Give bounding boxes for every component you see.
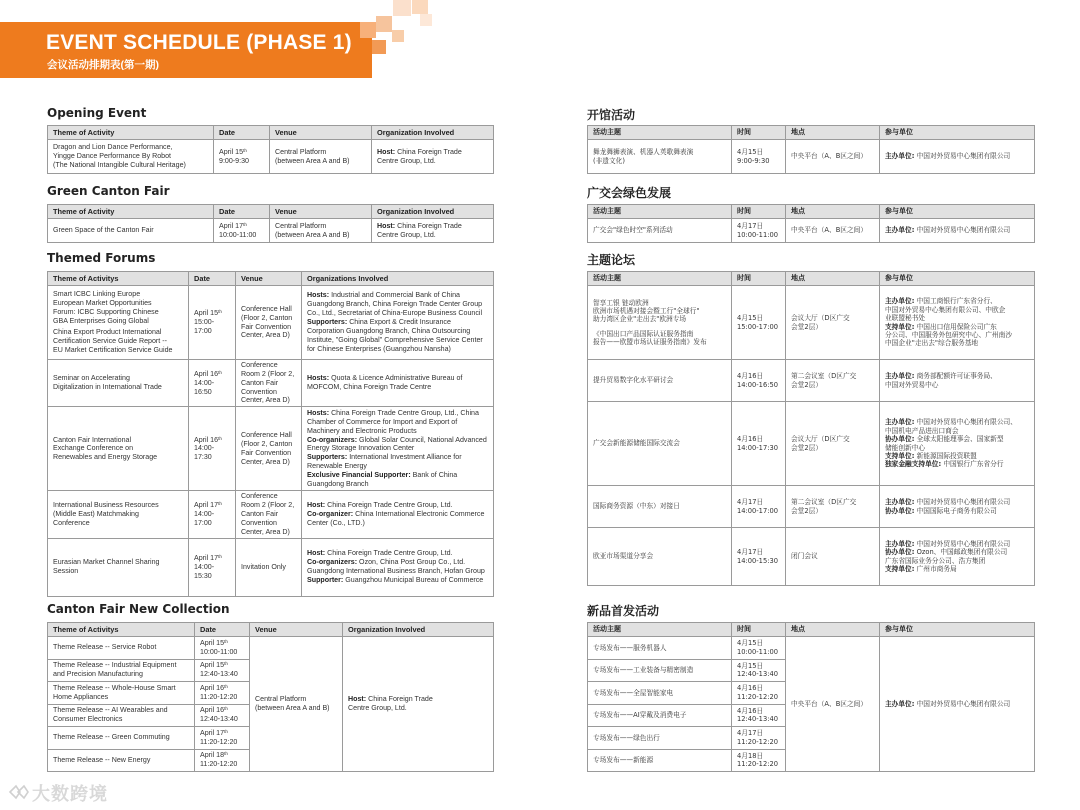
col-header: Date [214,126,270,140]
table-row [588,360,1035,402]
venue-cell: 中央平台（A、B区之间） [786,219,880,243]
table-row [48,637,494,660]
theme-cell: Theme Release -- Whole-House Smart Home Appliances [48,682,195,705]
theme-cell: Theme Release -- Service Robot [48,637,195,660]
table-row [588,140,1035,174]
venue-cell: 第二会议室（D区广交 会堂2层） [786,486,880,528]
date-cell: 4月16日 14:00-17:30 [732,402,786,486]
org-cell: 主办单位: 中国对外贸易中心集团有限公司、 中国机电产品进出口商会 协办单位: 全球太阳能理事会、国家新型 储能创新中心 支持单位: 新能源国际投资联盟 独家金融支持单位: 中国银行广东省分行 [880,402,1035,486]
theme-cell: 专场发布——AI穿戴及消费电子 [588,704,732,727]
date-cell: 4月16日 11:20-12:20 [732,682,786,705]
theme-cell: Theme Release -- New Energy [48,749,195,772]
decor-square [392,30,404,42]
date-cell: April 17th 10:00-11:00 [214,219,270,243]
section-title-opening-zh: 开馆活动 [587,108,636,122]
section-title-opening: Opening Event [47,106,147,120]
table-row [48,407,494,491]
table-row [588,219,1035,243]
date-cell: April 17th 14:00-15:30 [189,538,236,596]
org-cell: Host: China Foreign Trade Centre Group, Ltd. Co-organizers: Ozon, China Post Group Co., Ltd. Guangdong International Business Branch, Hofan Group Supporter: Guangzhou Municipal Bureau of Commerce [302,538,494,596]
section-title-forums: Themed Forums [47,251,156,265]
venue-cell: Invitation Only [236,538,302,596]
theme-cell: Smart ICBC Linking Europe European Market Opportunities Forum: ICBC Supporting Chinese GBA Enterprises Going Global China Export Product International Certification Service Guide Report -- EU Market Certification Service Guide [48,286,189,360]
decor-square [412,0,428,14]
col-header: 时间 [732,272,786,286]
venue-cell: Central Platform (between Area A and B) [270,140,372,174]
theme-cell: Dragon and Lion Dance Performance, Yingge Dance Performance By Robot (The National Intangible Cultural Heritage) [48,140,214,174]
org-cell: 主办单位: 商务部配额许可证事务局、 中国对外贸易中心 [880,360,1035,402]
theme-cell: 欧亚市场渠道分享会 [588,528,732,586]
org-cell: Hosts: Industrial and Commercial Bank of China Guangdong Branch, China Foreign Trade Center Group Co., Ltd., Secretariat of China-Europe Business Council Supporters: China Export & Credit Insurance Corporation Guangdong Branch, China Outsourcing Institute, "Going Global" Comprehensive Service Center for Chinese Enterprises (Guangzhou Nansha) [302,286,494,360]
venue-cell: Central Platform (between Area A and B) [270,219,372,243]
date-cell: 4月17日 11:20-12:20 [732,727,786,750]
table-row [48,538,494,596]
date-cell: April 15th 10:00-11:00 [195,637,250,660]
date-cell: 4月17日 14:00-17:00 [732,486,786,528]
date-cell: April 15th 12:40-13:40 [195,659,250,682]
date-cell: 4月18日 11:20-12:20 [732,749,786,772]
col-header: Theme of Activity [48,126,214,140]
venue-cell: Conference Room 2 (Floor 2, Canton Fair Convention Center, Area D) [236,491,302,538]
col-header: Theme of Activitys [48,272,189,286]
col-header: Venue [270,205,372,219]
opening-table-zh [587,125,1035,174]
table-row [588,486,1035,528]
theme-cell: 专场发布——全屋智能家电 [588,682,732,705]
table-header-row [48,623,494,637]
col-header: 活动主题 [588,272,732,286]
venue-cell: 中央平台（A、B区之间） [786,637,880,772]
watermark-text: 大数跨境 [32,784,108,805]
table-row [48,491,494,538]
table-row [48,140,494,174]
col-header: 时间 [732,205,786,219]
theme-cell: 智享工银 链动欧洲 欧洲市场机遇对接会暨工行"全球行" 助力湾区企业"走出去"欧洲专场 《中国出口产品国际认证服务指南 报告——欧盟市场认证服务指南》发布 [588,286,732,360]
venue-cell: Conference Hall (Floor 2, Canton Fair Convention Center, Area D) [236,407,302,491]
forums-table [47,271,494,597]
table-row [588,286,1035,360]
decor-square [360,22,376,38]
date-cell: April 18th 11:20-12:20 [195,749,250,772]
col-header: 参与单位 [880,205,1035,219]
theme-cell: International Business Resources (Middle East) Matchmaking Conference [48,491,189,538]
table-header-row [588,126,1035,140]
org-cell: Hosts: China Foreign Trade Centre Group, Ltd., China Chamber of Commerce for Import and Export of Machinery and Electronic Products Co-organizers: Global Solar Council, National Advanced Energy Storage Innovation Center Supporters: International Investment Alliance for Renewable Energy Exclusive Financial Supporter: Bank of China Guangdong Branch [302,407,494,491]
col-header: Date [189,272,236,286]
org-cell: Host: China Foreign Trade Centre Group, Ltd. [343,637,494,772]
theme-cell: Theme Release -- Green Commuting [48,727,195,750]
table-header-row [588,623,1035,637]
org-cell: 主办单位: 中国对外贸易中心集团有限公司 [880,219,1035,243]
table-header-row [48,126,494,140]
table-header-row [588,205,1035,219]
date-cell: April 15th 9:00-9:30 [214,140,270,174]
decor-square [372,40,386,54]
theme-cell: Canton Fair International Exchange Conference on Renewables and Energy Storage [48,407,189,491]
theme-cell: Seminar on Accelerating Digitalization in International Trade [48,360,189,407]
col-header: 地点 [786,623,880,637]
theme-cell: 舞龙舞狮表演、机器人英歌舞表演 (非遗文化) [588,140,732,174]
col-header: 参与单位 [880,126,1035,140]
theme-cell: 广交会"绿色时空"系列活动 [588,219,732,243]
org-cell: Host: China Foreign Trade Centre Group, Ltd. [372,219,494,243]
col-header: Venue [270,126,372,140]
table-header-row [48,272,494,286]
page-subtitle: 会议活动排期表(第一期) [47,59,159,71]
venue-cell: Central Platform (between Area A and B) [250,637,343,772]
org-cell: Hosts: Quota & Licence Administrative Bureau of MOFCOM, China Foreign Trade Centre [302,360,494,407]
venue-cell: Conference Room 2 (Floor 2, Canton Fair Convention Center, Area D) [236,360,302,407]
date-cell: April 15th 15:00-17:00 [189,286,236,360]
opening-table [47,125,494,174]
col-header: Theme of Activitys [48,623,195,637]
theme-cell: Eurasian Market Channel Sharing Session [48,538,189,596]
table-row [48,286,494,360]
date-cell: 4月15日 15:00-17:00 [732,286,786,360]
col-header: 地点 [786,126,880,140]
collection-table [47,622,494,772]
venue-cell: 中央平台（A、B区之间） [786,140,880,174]
col-header: Date [214,205,270,219]
green-table [47,204,494,243]
forums-table-zh [587,271,1035,586]
col-header: 地点 [786,272,880,286]
org-cell: 主办单位: 中国对外贸易中心集团有限公司 [880,637,1035,772]
decor-square [376,16,392,32]
venue-cell: 会议大厅（D区广交 会堂2层） [786,402,880,486]
col-header: 地点 [786,205,880,219]
date-cell: 4月15日 9:00-9:30 [732,140,786,174]
page-title: EVENT SCHEDULE (PHASE 1) [46,31,352,54]
date-cell: April 16th 14:00-16:50 [189,360,236,407]
org-cell: 主办单位: 中国工商银行广东省分行、 中国对外贸易中心集团有限公司、中欧企 业联盟秘书处 支持单位: 中国出口信用保险公司广东 分公司、中国服务外包研究中心、广州南沙 中国企业"走出去"综合服务基地 [880,286,1035,360]
table-row [588,637,1035,660]
col-header: Organizations Involved [302,272,494,286]
date-cell: April 16th 12:40-13:40 [195,704,250,727]
col-header: 时间 [732,126,786,140]
theme-cell: 专场发布——新能源 [588,749,732,772]
date-cell: 4月15日 10:00-11:00 [732,637,786,660]
col-header: 活动主题 [588,205,732,219]
theme-cell: 提升贸易数字化水平研讨会 [588,360,732,402]
venue-cell: 闭门会议 [786,528,880,586]
theme-cell: Theme Release -- Industrial Equipment and Precision Manufacturing [48,659,195,682]
col-header: 活动主题 [588,126,732,140]
col-header: 时间 [732,623,786,637]
section-title-collection: Canton Fair New Collection [47,602,230,616]
col-header: Organization Involved [343,623,494,637]
col-header: Venue [236,272,302,286]
theme-cell: 国际商务资源（中东）对接日 [588,486,732,528]
theme-cell: Theme Release -- AI Wearables and Consumer Electronics [48,704,195,727]
date-cell: 4月17日 14:00-15:30 [732,528,786,586]
org-cell: 主办单位: 中国对外贸易中心集团有限公司 [880,140,1035,174]
date-cell: April 16th 14:00-17:30 [189,407,236,491]
theme-cell: 专场发布——绿色出行 [588,727,732,750]
col-header: Organization Involved [372,126,494,140]
collection-table-zh [587,622,1035,772]
section-title-collection-zh: 新品首发活动 [587,604,660,618]
org-cell: Host: China Foreign Trade Centre Group, Ltd. [372,140,494,174]
date-cell: April 17th 11:20-12:20 [195,727,250,750]
table-row [48,360,494,407]
table-row [588,528,1035,586]
table-row [48,219,494,243]
col-header: 参与单位 [880,272,1035,286]
watermark-icon [8,783,30,801]
org-cell: 主办单位: 中国对外贸易中心集团有限公司 协办单位: 中国国际电子商务有限公司 [880,486,1035,528]
decor-square [420,14,432,26]
col-header: Theme of Activity [48,205,214,219]
table-header-row [48,205,494,219]
col-header: Organization Involved [372,205,494,219]
date-cell: April 16th 11:20-12:20 [195,682,250,705]
venue-cell: 会议大厅（D区广交 会堂2层） [786,286,880,360]
theme-cell: 广交会新能源储能国际交流会 [588,402,732,486]
col-header: Date [195,623,250,637]
date-cell: 4月16日 14:00-16:50 [732,360,786,402]
col-header: Venue [250,623,343,637]
section-title-green-zh: 广交会绿色发展 [587,186,672,200]
section-title-green: Green Canton Fair [47,184,170,198]
table-header-row [588,272,1035,286]
section-title-forums-zh: 主题论坛 [587,253,636,267]
venue-cell: 第二会议室（D区广交 会堂2层） [786,360,880,402]
theme-cell: Green Space of the Canton Fair [48,219,214,243]
theme-cell: 专场发布——工业装备与精密制造 [588,659,732,682]
org-cell: 主办单位: 中国对外贸易中心集团有限公司 协办单位: Ozon、中国邮政集团有限公司 广东省国际业务分公司、浩方集团 支持单位: 广州市商务局 [880,528,1035,586]
col-header: 参与单位 [880,623,1035,637]
green-table-zh [587,204,1035,243]
date-cell: 4月16日 12:40-13:40 [732,704,786,727]
venue-cell: Conference Hall (Floor 2, Canton Fair Convention Center, Area D) [236,286,302,360]
col-header: 活动主题 [588,623,732,637]
date-cell: 4月17日 10:00-11:00 [732,219,786,243]
table-row [588,402,1035,486]
date-cell: April 17th 14:00-17:00 [189,491,236,538]
org-cell: Host: China Foreign Trade Centre Group, Ltd. Co-organizer: China International Electronic Commerce Center (Co., LTD.) [302,491,494,538]
decor-square [393,0,411,16]
theme-cell: 专场发布——服务机器人 [588,637,732,660]
date-cell: 4月15日 12:40-13:40 [732,659,786,682]
